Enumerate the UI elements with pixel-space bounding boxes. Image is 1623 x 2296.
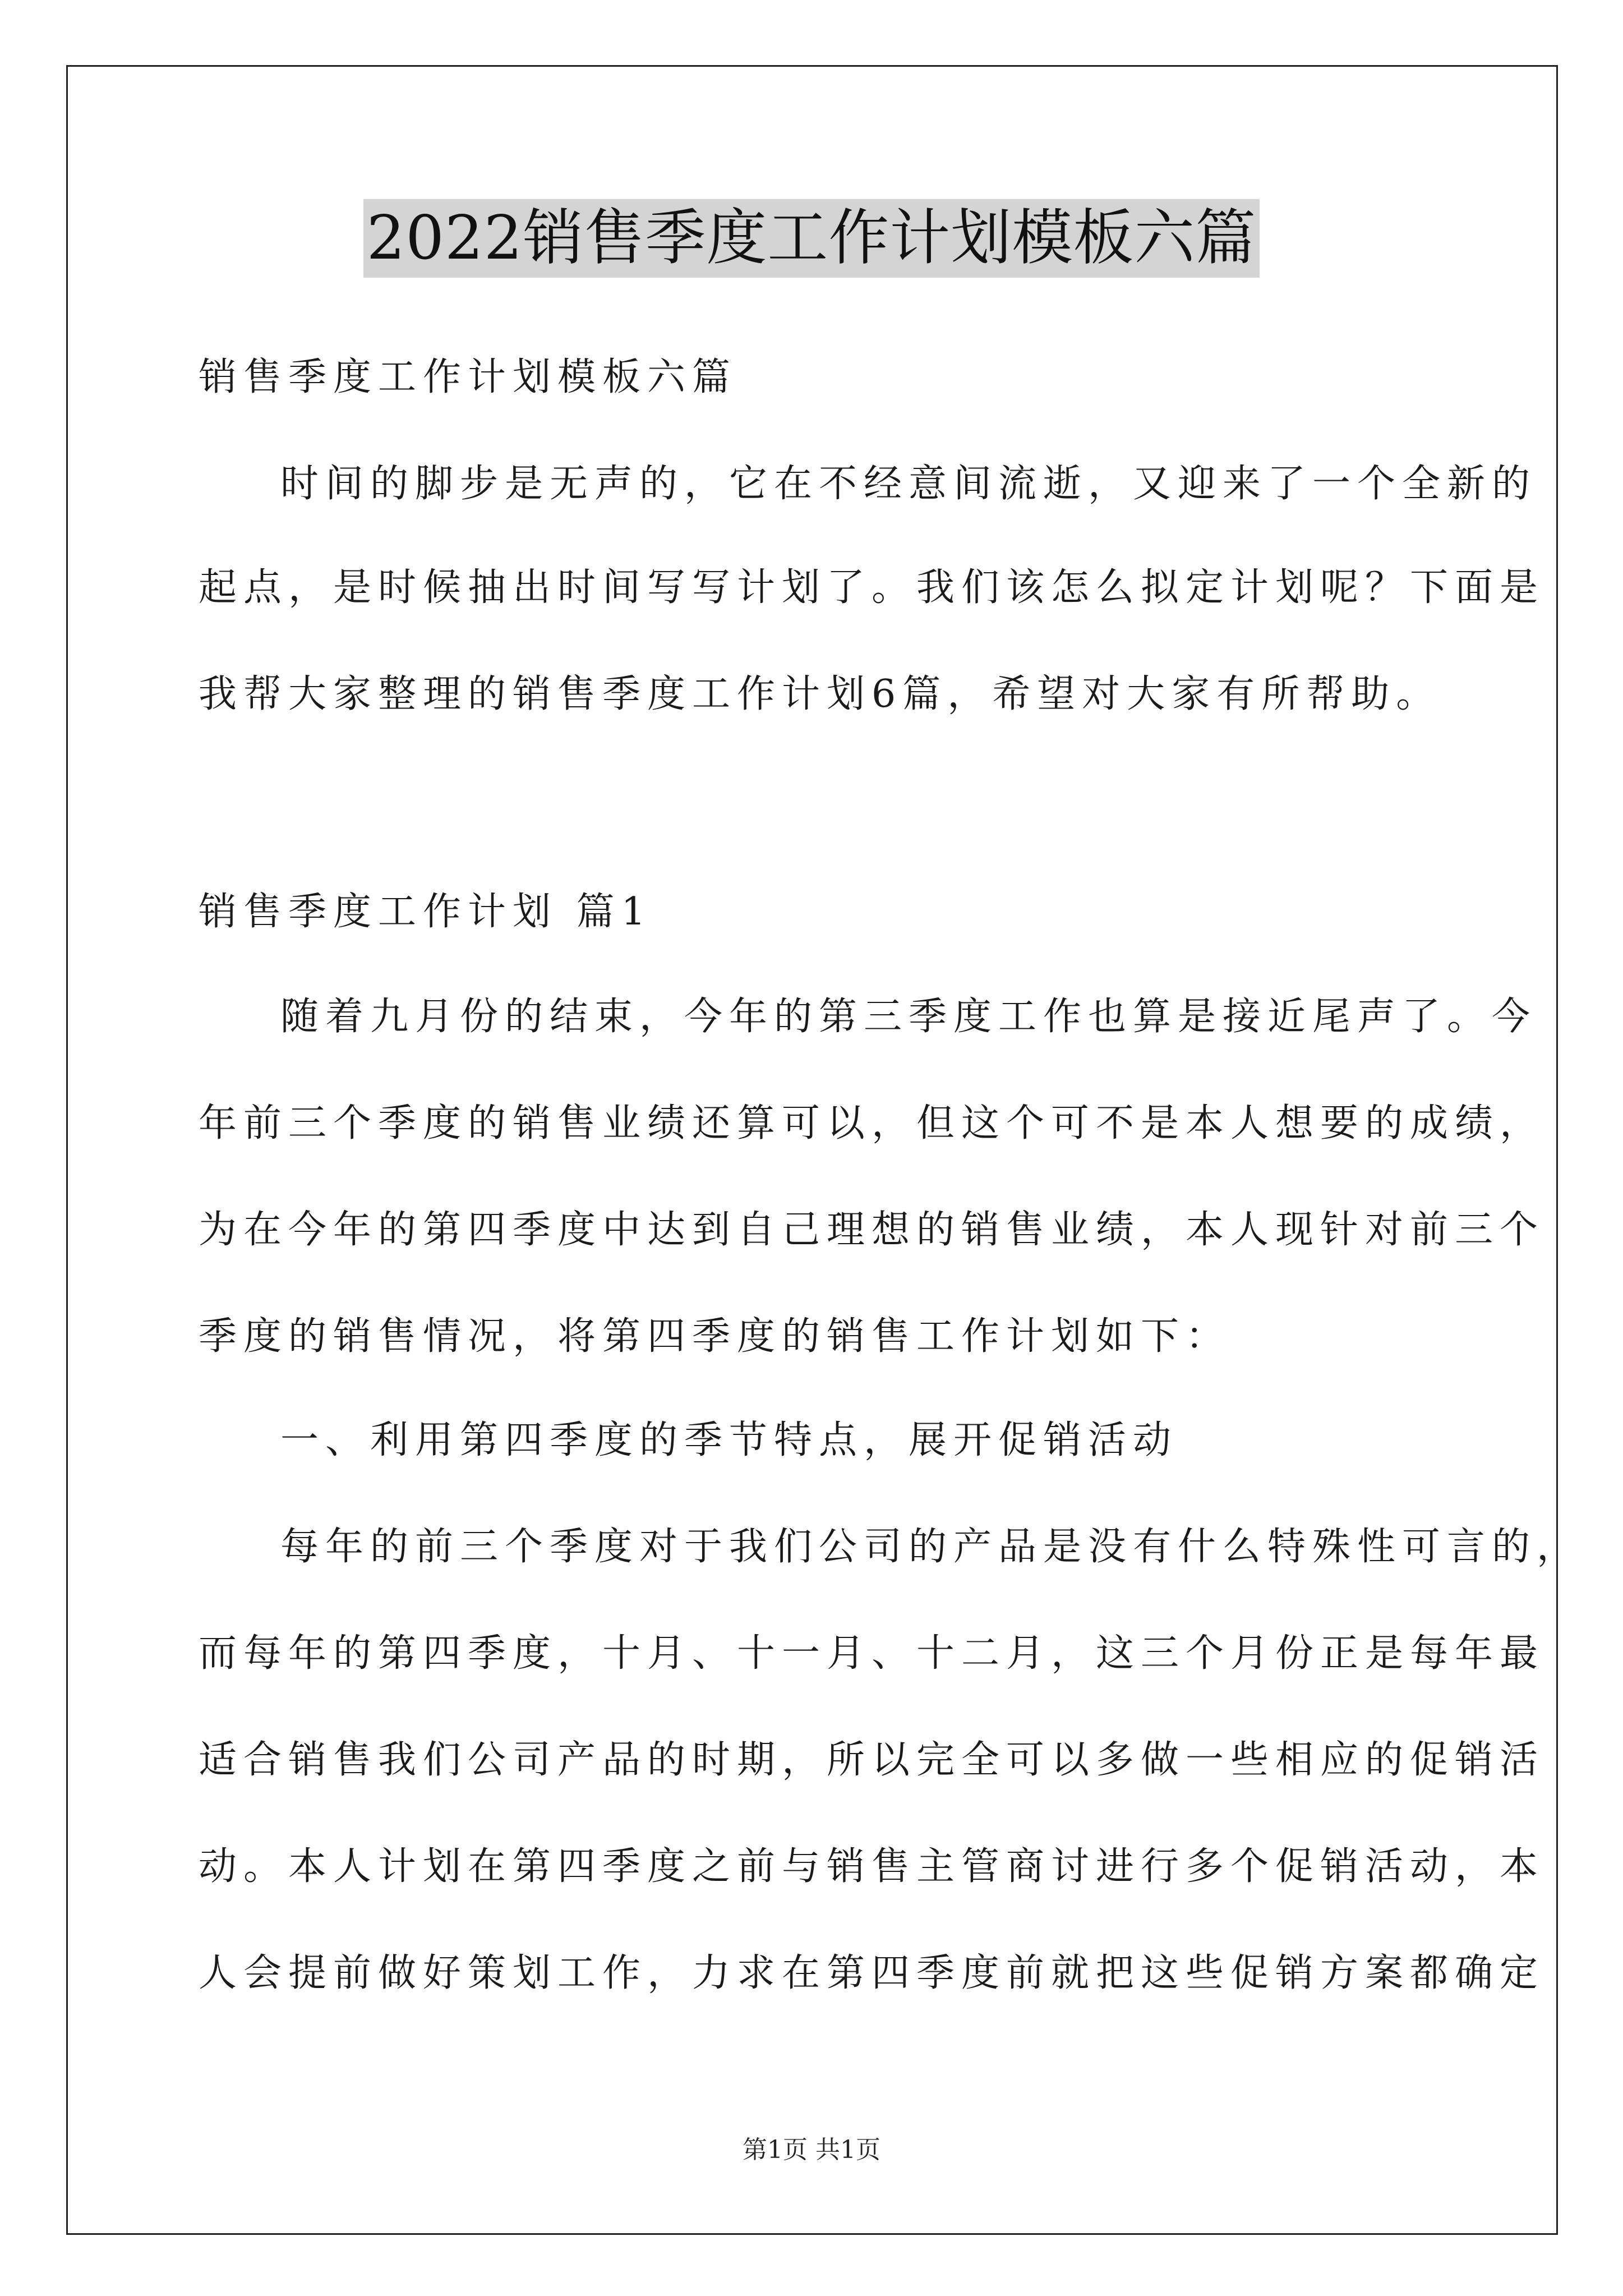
section-heading: 销售季度工作计划 篇1 <box>199 890 652 934</box>
paragraph-line: 人会提前做好策划工作，力求在第四季度前就把这些促销方案都确定 <box>199 1951 1545 1995</box>
point-heading: 一、利用第四季度的季节特点，展开促销活动 <box>280 1418 1178 1462</box>
paragraph-line: 适合销售我们公司产品的时期，所以完全可以多做一些相应的促销活 <box>199 1738 1545 1782</box>
paragraph-line: 年前三个季度的销售业绩还算可以，但这个可不是本人想要的成绩， <box>199 1101 1545 1145</box>
intro-line: 起点，是时候抽出时间写写计划了。我们该怎么拟定计划呢？下面是 <box>199 565 1545 610</box>
intro-line: 我帮大家整理的销售季度工作计划6篇，希望对大家有所帮助。 <box>199 672 1441 716</box>
document-subtitle: 销售季度工作计划模板六篇 <box>199 355 737 399</box>
page-footer: 第1页 共1页 <box>743 2136 880 2164</box>
document-title: 2022销售季度工作计划模板六篇 <box>363 199 1260 278</box>
paragraph-line: 动。本人计划在第四季度之前与销售主管商讨进行多个促销活动，本 <box>199 1844 1545 1889</box>
title-container <box>0 199 1623 278</box>
paragraph-line: 为在今年的第四季度中达到自己理想的销售业绩，本人现针对前三个 <box>199 1208 1545 1252</box>
paragraph-line: 季度的销售情况，将第四季度的销售工作计划如下： <box>199 1314 1231 1359</box>
intro-line: 时间的脚步是无声的，它在不经意间流逝，又迎来了一个全新的 <box>280 462 1537 506</box>
paragraph-line: 而每年的第四季度，十月、十一月、十二月，这三个月份正是每年最 <box>199 1631 1545 1676</box>
paragraph-line: 每年的前三个季度对于我们公司的产品是没有什么特殊性可言的， <box>280 1525 1582 1569</box>
paragraph-line: 随着九月份的结束，今年的第三季度工作也算是接近尾声了。今 <box>280 995 1537 1039</box>
